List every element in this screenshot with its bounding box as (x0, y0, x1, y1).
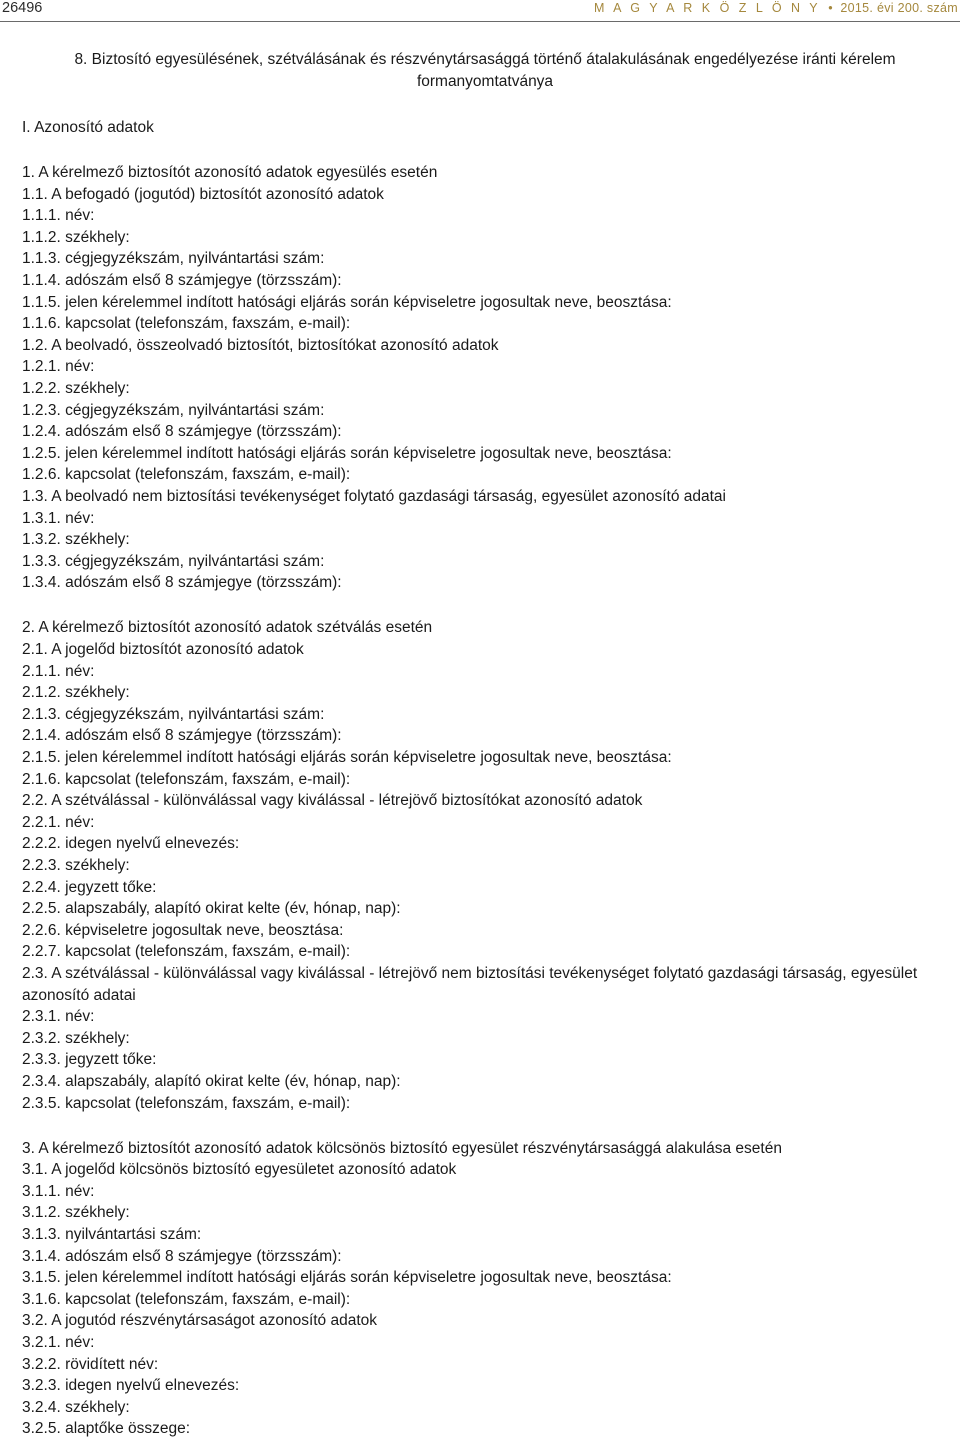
form-line: 2.1.2. székhely: (22, 684, 130, 702)
form-line: 1.1.3. cégjegyzékszám, nyilvántartási szám: (22, 250, 325, 268)
block-2 (22, 617, 940, 963)
block-3 (22, 1138, 940, 1440)
spacer (22, 139, 940, 163)
form-line: 2.2.1. név: (22, 813, 95, 831)
header-separator: • (828, 1, 833, 15)
form-line: 2.1.6. kapcsolat (telefonszám, faxszám, e-mail): (22, 770, 351, 788)
form-line: 2.2.5. alapszabály, alapító okirat kelte (év, hónap, nap): (22, 900, 401, 918)
form-line: 1.2.1. név: (22, 358, 95, 376)
form-line: 1.2.3. cégjegyzékszám, nyilvántartási szám: (22, 401, 325, 419)
form-line: 2.1.4. adószám első 8 számjegye (törzsszám): (22, 727, 342, 745)
form-line: 1.3.1. név: (22, 509, 95, 527)
form-line: 3.1.3. nyilvántartási szám: (22, 1226, 202, 1243)
form-line: 1.2.2. székhely: (22, 380, 130, 398)
form-line: 1.2.5. jelen kérelemmel indított hatósági eljárás során képviseletre jogosultak neve, beosztása: (22, 444, 672, 462)
form-line: 1.1.1. név: (22, 207, 95, 225)
form-line: 1.2.4. adószám első 8 számjegye (törzsszám): (22, 423, 342, 441)
form-line: 2.2.3. székhely: (22, 857, 130, 874)
block-1 (22, 162, 940, 594)
form-line: 3.1. A jogelőd kölcsönös biztosító egyesületet azonosító adatok (22, 1161, 457, 1179)
publication-name: M A G Y A R K Ö Z L Ö N Y (593, 1, 821, 15)
form-line: 1.1.6. kapcsolat (telefonszám, faxszám, e-mail): (22, 315, 351, 333)
form-line: 1.3.2. székhely: (22, 531, 130, 549)
form-line: 3.2. A jogutód részvénytársaságot azonosító adatok (22, 1312, 378, 1330)
form-line: 3.2.3. idegen nyelvű elnevezés: (22, 1377, 240, 1395)
form-line: 2.3.5. kapcsolat (telefonszám, faxszám, e-mail): (22, 1094, 351, 1112)
form-line-2-3: 2.3. A szétválással - különválással vagy kiválással - létrejövő nem biztosítási tevékenységet folytató gazdasági társaság, egyesület azonosító adatai (22, 964, 918, 1004)
form-title: 8. Biztosító egyesülésének, szétválásának és részvénytársasággá történő átalakulásának engedélyezése iránti kérelem formanyomtatványa (74, 51, 896, 90)
form-line: 2.3.4. alapszabály, alapító okirat kelte (év, hónap, nap): (22, 1072, 401, 1090)
form-line: 1. A kérelmező biztosítót azonosító adatok egyesülés esetén (22, 164, 438, 182)
form-line: 2.1.1. név: (22, 662, 95, 680)
form-line: 2.2. A szétválással - különválással vagy kiválással - létrejövő biztosítókat azonosító adatok (22, 792, 643, 810)
form-line: 3. A kérelmező biztosítót azonosító adatok kölcsönös biztosító egyesület részvénytársasággá alakulása esetén (22, 1139, 782, 1157)
form-line: 1.2. A beolvadó, összeolvadó biztosítót, biztosítókat azonosító adatok (22, 336, 499, 354)
form-line: 2.3.1. név: (22, 1008, 95, 1026)
form-line: 3.2.1. név: (22, 1333, 95, 1351)
block-2-3-items (22, 1006, 940, 1114)
form-line: 3.1.5. jelen kérelemmel indított hatósági eljárás során képviseletre jogosultak neve, beosztása: (22, 1269, 672, 1287)
spacer (22, 1114, 940, 1138)
form-line: 3.1.4. adószám első 8 számjegye (törzsszám): (22, 1247, 342, 1265)
page-number: 26496 (2, 0, 43, 16)
section-heading: I. Azonosító adatok (22, 119, 154, 136)
spacer (22, 594, 940, 618)
form-line: 2.1.5. jelen kérelemmel indított hatósági eljárás során képviseletre jogosultak neve, beosztása: (22, 749, 672, 767)
form-line: 1.1.5. jelen kérelemmel indított hatósági eljárás során képviseletre jogosultak neve, beosztása: (22, 293, 672, 311)
form-line: 1.3.4. adószám első 8 számjegye (törzsszám): (22, 574, 342, 592)
form-line: 3.2.5. alaptőke összege: (22, 1420, 191, 1438)
page-header (0, 0, 960, 22)
form-line: 2. A kérelmező biztosítót azonosító adatok szétválás esetén (22, 619, 433, 637)
form-line: 2.2.4. jegyzett tőke: (22, 878, 157, 896)
form-line: 3.2.2. rövidített név: (22, 1355, 159, 1373)
form-body (22, 117, 940, 1440)
form-line: 1.3. A beolvadó nem biztosítási tevékenységet folytató gazdasági társaság, egyesület azonosító adatai (22, 488, 726, 505)
form-line: 3.1.6. kapcsolat (telefonszám, faxszám, e-mail): (22, 1290, 351, 1308)
running-head (594, 1, 958, 15)
form-line: 2.1. A jogelőd biztosítót azonosító adatok (22, 641, 304, 659)
form-line: 1.2.6. kapcsolat (telefonszám, faxszám, e-mail): (22, 466, 351, 484)
form-line: 2.1.3. cégjegyzékszám, nyilvántartási szám: (22, 705, 325, 723)
header-rule (0, 21, 960, 22)
form-line: 2.2.7. kapcsolat (telefonszám, faxszám, e-mail): (22, 943, 351, 961)
form-line: 1.3.3. cégjegyzékszám, nyilvántartási szám: (22, 552, 325, 570)
form-line: 3.1.1. név: (22, 1182, 95, 1200)
form-line: 2.3.3. jegyzett tőke: (22, 1051, 157, 1069)
form-line: 1.1.2. székhely: (22, 228, 130, 246)
form-line: 3.1.2. székhely: (22, 1204, 130, 1222)
form-line: 2.3.2. székhely: (22, 1029, 130, 1047)
form-line: 1.1.4. adószám első 8 számjegye (törzsszám): (22, 272, 342, 290)
form-line: 2.2.2. idegen nyelvű elnevezés: (22, 835, 240, 853)
form-line: 3.2.4. székhely: (22, 1398, 130, 1416)
form-line: 1.1. A befogadó (jogutód) biztosítót azonosító adatok (22, 185, 384, 203)
issue-number: 2015. évi 200. szám (840, 1, 958, 15)
form-line: 2.2.6. képviseletre jogosultak neve, beosztása: (22, 921, 344, 939)
